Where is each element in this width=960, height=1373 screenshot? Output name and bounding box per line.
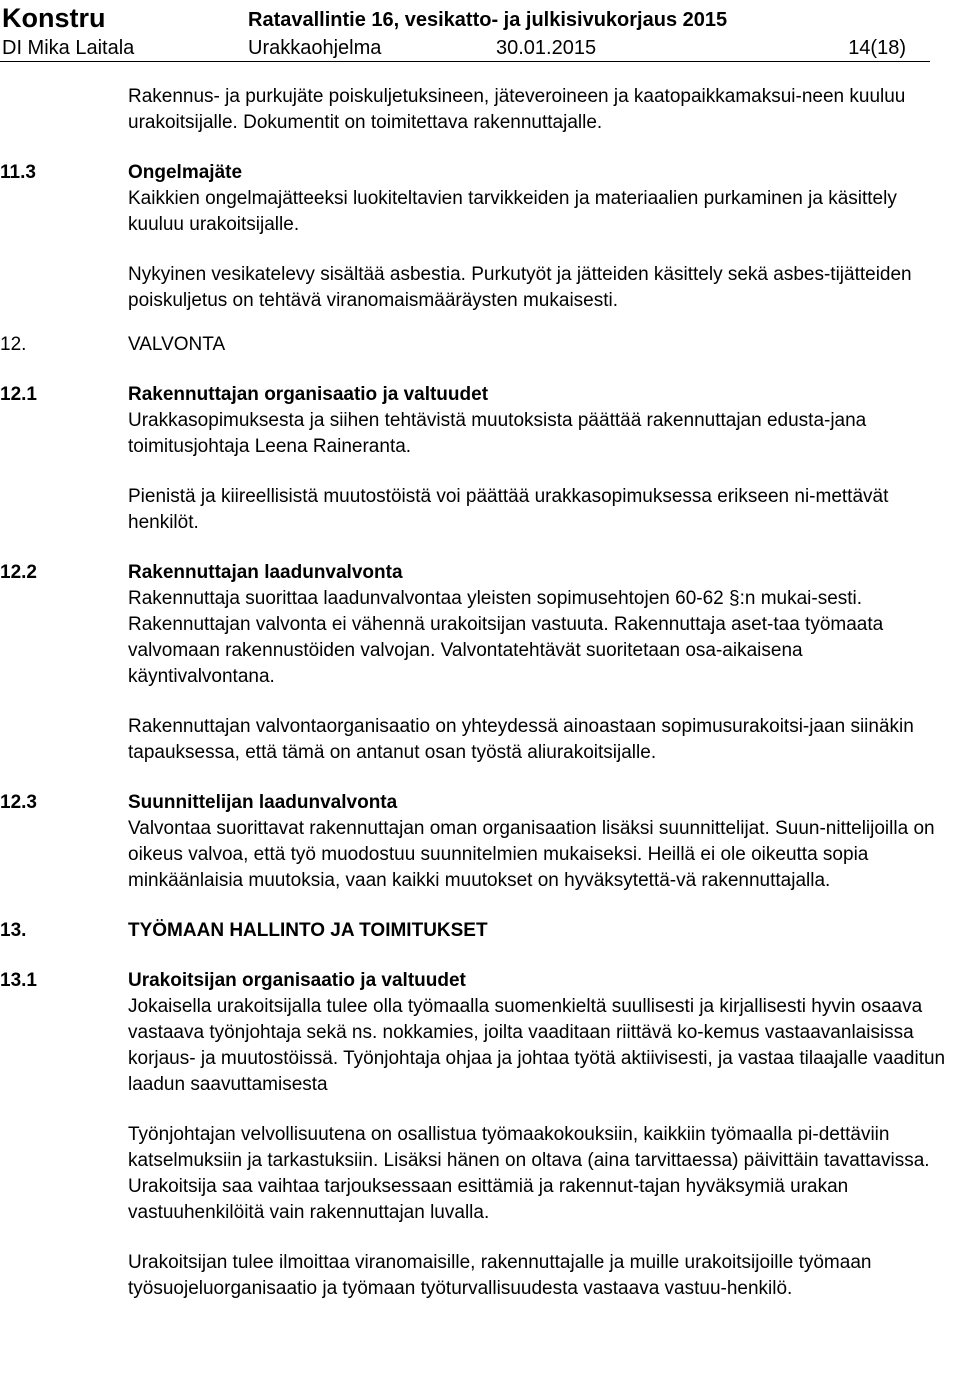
section-number: 12.1	[0, 384, 37, 405]
section-heading: Rakennuttajan organisaatio ja valtuudet	[128, 384, 489, 405]
section-paragraph: Pienistä ja kiireellisistä muutostöistä voi päättää urakkasopimuksessa erikseen ni-mettävät henkilöt.	[128, 486, 889, 533]
author-name: DI Mika Laitala	[2, 37, 135, 59]
section-heading: Urakoitsijan organisaatio ja valtuudet	[128, 970, 466, 991]
page-number: 14(18)	[848, 37, 906, 59]
section-12	[0, 332, 960, 358]
intro-section	[0, 84, 960, 136]
intro-highlight-text: Dokumentit on toimitettava rakennuttajalle.	[243, 112, 603, 133]
section-12-1	[0, 382, 960, 536]
section-heading: Rakennuttajan laadunvalvonta	[128, 562, 403, 583]
section-paragraph: Nykyinen vesikatelevy sisältää asbestia. Purkutyöt ja jätteiden käsittely sekä asbes-tijätteiden poiskuljetus on tehtävä viranomaismääräysten mukaisesti.	[128, 264, 912, 311]
document-date: 30.01.2015	[496, 37, 597, 59]
intro-text: Rakennus- ja purkujäte poiskuljetuksineen, jäteveroineen ja kaatopaikkamaksui-neen kuuluu urakoitsijalle.	[128, 86, 906, 133]
document-title: Ratavallintie 16, vesikatto- ja julkisivukorjaus 2015	[248, 9, 728, 31]
page-header	[0, 0, 930, 64]
section-12-2	[0, 560, 960, 766]
section-heading: VALVONTA	[128, 334, 226, 355]
section-paragraph: Työnjohtajan velvollisuutena on osallistua työmaakokouksiin, kaikkiin työmaalla pi-dettäviin katselmuksiin ja tarkastuksiin. Lisäksi hänen on oltava (aina tarvittaessa) päivittäin tavattavissa. Urakoitsija saa vaihtaa tarjouksessaan esittämiä ja rakennut-tajan hyväksymiä urakan vastuuhenkilöitä vain rakennuttajan luvalla.	[128, 1124, 930, 1223]
section-paragraph: Kaikkien ongelmajätteeksi luokiteltavien tarvikkeiden ja materiaalien purkaminen ja käsittely kuuluu urakoitsijalle.	[128, 188, 897, 235]
document-type: Urakkaohjelma	[248, 37, 382, 59]
section-11-3	[0, 160, 960, 314]
section-paragraph: Rakennuttaja suorittaa laadunvalvontaa yleisten sopimusehtojen 60-62 §:n mukai-sesti. Rakennuttajan valvonta ei vähennä urakoitsijan vastuuta. Rakennuttaja aset-taa työmaata valvomaan rakennustöiden valvojan. Valvontatehtävät suoritetaan osa-aikaisena käyntivalvontana.	[128, 588, 884, 687]
document-body	[0, 84, 960, 1302]
section-paragraph: Urakoitsijan tulee ilmoittaa viranomaisille, rakennuttajalle ja muille urakoitsijoille työmaan työsuojeluorganisaatio ja työmaan työturvallisuudesta vastaava vastuu-henkilö.	[128, 1252, 872, 1299]
section-heading: Suunnittelijan laadunvalvonta	[128, 792, 398, 813]
company-name: Konstru	[2, 3, 106, 33]
header-divider	[0, 61, 930, 62]
section-paragraph: Urakkasopimuksesta ja siihen tehtävistä muutoksista päättää rakennuttajan edusta-jana toimitusjohtaja Leena Raineranta.	[128, 410, 867, 457]
section-13	[0, 918, 960, 944]
section-number: 12.2	[0, 562, 37, 583]
section-heading: TYÖMAAN HALLINTO JA TOIMITUKSET	[128, 920, 488, 941]
section-12-3	[0, 790, 960, 894]
section-heading: Ongelmajäte	[128, 162, 243, 183]
section-paragraph: Jokaisella urakoitsijalla tulee olla työmaalla suomenkieltä suullisesti ja kirjallisesti hyvin osaava vastaava työnjohtaja sekä ns. nokkamies, joilta vaaditaan riittävä ko-kemus vastaavanlaisissa korjaus- ja muutostöissä. Työnjohtaja ohjaa ja johtaa työtä aktiivisesti, ja vastaa tilaajalle vaaditun laadun saavuttamisesta	[128, 996, 946, 1095]
section-number: 11.3	[0, 162, 36, 183]
section-13-1	[0, 968, 960, 1302]
section-number: 13.1	[0, 970, 37, 991]
section-number: 12.	[0, 334, 27, 355]
intro-paragraph	[128, 84, 954, 136]
section-paragraph: Rakennuttajan valvontaorganisaatio on yhteydessä ainoastaan sopimusurakoitsi-jaan siinäkin tapauksessa, että tämä on antanut osan työstä aliurakoitsijalle.	[128, 716, 914, 763]
section-number: 12.3	[0, 792, 37, 813]
section-paragraph: Valvontaa suorittavat rakennuttajan oman organisaation lisäksi suunnittelijat. Suun-nittelijoilla on oikeus valvoa, että työ muodostuu suunnitelmien mukaiseksi. Heillä ei ole oikeutta sopia minkäänlaisia muutoksia, vaan kaikki muutokset on hyväksytettä-vä rakennuttajalla.	[128, 818, 935, 891]
section-number: 13.	[0, 920, 27, 941]
